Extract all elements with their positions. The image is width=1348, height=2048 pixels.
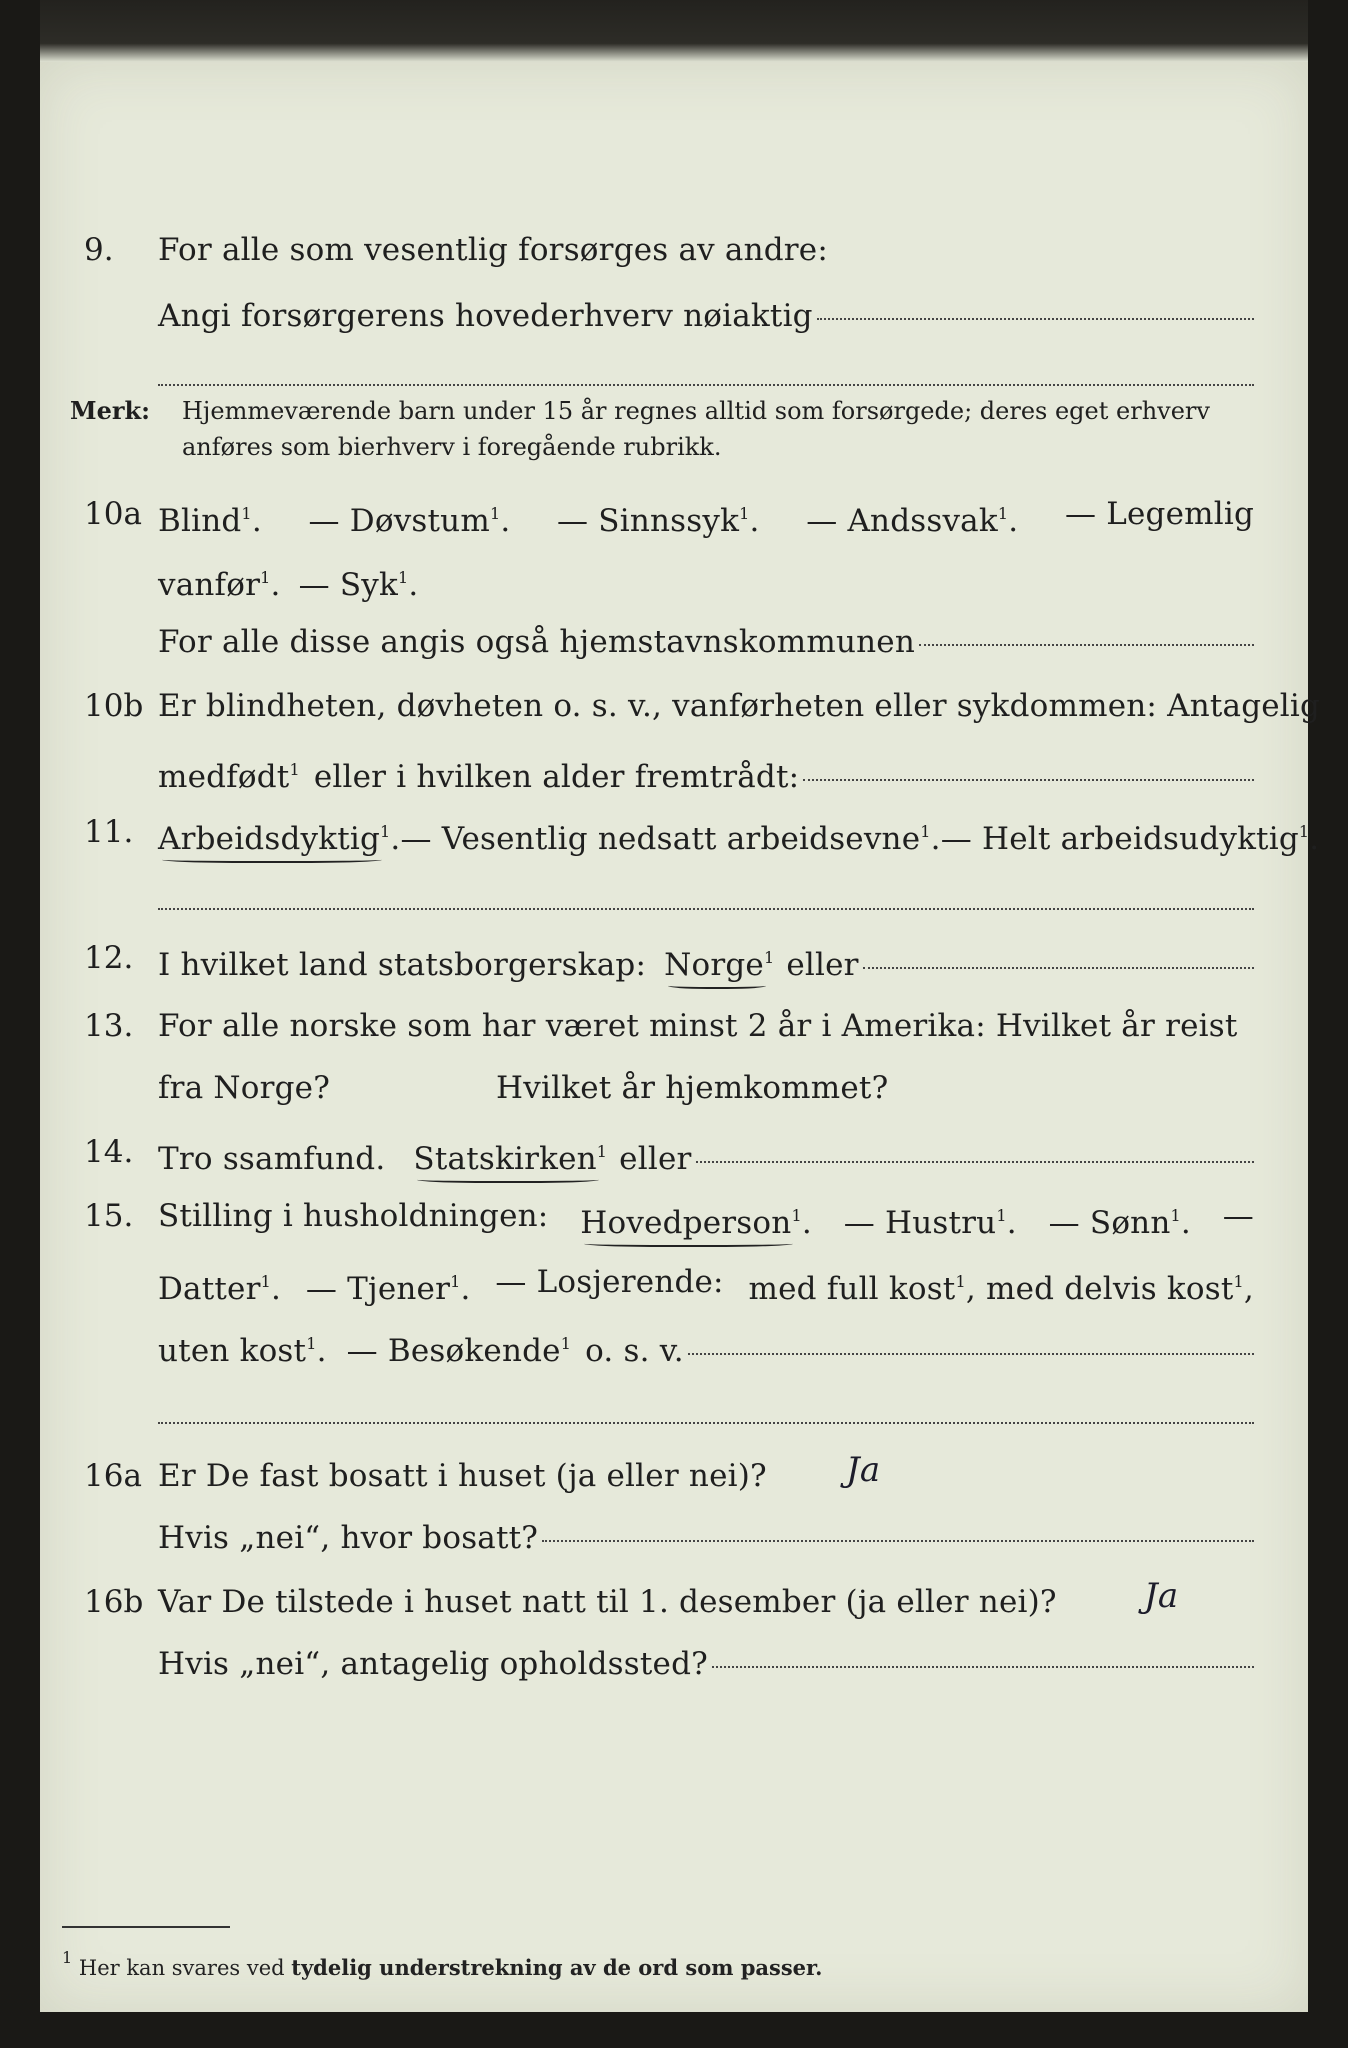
q15-osv: o. s. v. [585,1333,684,1369]
q9-answer-field[interactable] [817,318,1254,320]
option-vanfor[interactable]: vanfør$^1$. [158,567,281,603]
option-nedsatt[interactable]: — Vesentlig nedsatt arbeidsevne$^1$. [400,821,941,857]
merk-label: Merk: [70,396,150,425]
q10b-alder-label: eller i hvilken alder fremtrådt: [313,759,800,795]
q15-dash: — [1222,1198,1254,1234]
q9-instruction: Angi forsørgerens hovederhverv nøiaktig [158,298,813,334]
q9-question: For alle som vesentlig forsørges av andre: [158,232,828,268]
q14-eller: eller [619,1141,692,1177]
option-besokende[interactable]: — Besøkende$^1$ [346,1333,572,1369]
footnote-mark: 1 [62,1948,73,1967]
q15-losjerende: — Losjerende: [495,1264,724,1300]
scan-top-edge [40,0,1308,62]
option-datter[interactable]: Datter$^1$. [158,1271,282,1307]
q14-question: Tro ssamfund. [158,1141,386,1177]
option-norge[interactable]: Norge$^1$ [664,928,774,995]
q10a-line2 [40,548,1308,608]
q12-line1 [40,928,1308,988]
option-dovstum[interactable]: — Døvstum$^1$. [308,503,511,539]
option-full-kost[interactable]: med full kost$^1$, med delvis kost$^1$, [748,1271,1254,1307]
merk-text-1: Hjemmeværende barn under 15 år regnes alltid som forsørgede; deres eget erhverv [182,397,1210,425]
footnote-rule [62,1926,230,1928]
q12-question: I hvilket land statsborgerskap: [158,947,647,983]
q10b-number: 10b [84,688,144,724]
option-andssvak[interactable]: — Andssvak$^1$. [806,503,1019,539]
q16a-bosatt-label: Hvis „nei“, hvor bosatt? [158,1520,539,1556]
q13-line2 [40,1058,1308,1118]
footnote [62,1948,822,1980]
q13-number: 13. [84,1008,134,1044]
q11-extra-line[interactable] [158,908,1254,910]
option-syk[interactable]: — Syk$^1$. [298,567,419,603]
q10b-line1 [40,676,1321,736]
q9-number: 9. [84,232,114,268]
q15-number: 15. [84,1198,134,1234]
option-hovedperson[interactable]: Hovedperson$^1$. [580,1186,812,1253]
q15-line1 [40,1186,1308,1246]
option-blind[interactable]: Blind$^1$. [158,503,262,539]
q16a-question: Er De fast bosatt i huset (ja eller nei)? [158,1458,767,1494]
trossamfund-field[interactable] [696,1161,1254,1163]
opholdssted-field[interactable] [712,1666,1254,1668]
q10a-line3 [40,612,1308,672]
q10b-question: Er blindheten, døvheten o. s. v., vanførheten eller sykdommen: Antagelig [158,688,1321,724]
q13-reist-label: fra Norge? [158,1070,331,1106]
q12-eller: eller [786,947,859,983]
footnote-bold-text: tydelig understrekning av de ord som passer. [291,1955,823,1980]
q15-extra-line[interactable] [158,1422,1254,1424]
option-udyktig[interactable]: — Helt arbeidsudyktig$^1$. [940,821,1320,857]
q16b-line1 [40,1572,1308,1632]
option-legemlig[interactable]: — Legemlig [1064,496,1254,532]
option-medfodt[interactable]: medfødt$^1$ [158,759,300,795]
merk-note [70,394,1310,470]
q10a-line1 [40,484,1308,544]
q10a-hjemstavn-label: For alle disse angis også hjemstavnskommunen [158,624,915,660]
q13-question: For alle norske som har været minst 2 år i Amerika: Hvilket år reist [158,1008,1238,1044]
option-sinnssyk[interactable]: — Sinnssyk$^1$. [557,503,760,539]
q9-extra-line[interactable] [158,384,1254,386]
statsborgerskap-field[interactable] [863,967,1254,969]
footnote-text: Her kan svares ved [78,1956,285,1980]
q16b-number: 16b [84,1584,144,1620]
q15-line3 [40,1314,1308,1374]
q16a-number: 16a [84,1458,142,1494]
option-arbeidsdyktig[interactable]: Arbeidsdyktig$^1$. [158,802,400,869]
option-hustru[interactable]: — Hustru$^1$. [843,1205,1017,1241]
q13-hjemkommet-label: Hvilket år hjemkommet? [496,1070,889,1106]
q16a-line1 [40,1446,1308,1506]
hjemstavnskommune-field[interactable] [919,644,1254,646]
q13-line1 [40,996,1308,1056]
census-form-page [40,62,1321,2012]
q9-line1 [40,220,1308,280]
q10b-line2 [40,740,1308,800]
q15-line2 [40,1252,1308,1312]
q16a-handwritten-answer: Ja [846,1450,881,1490]
q14-number: 14. [84,1134,134,1170]
q16b-opholdssted-label: Hvis „nei“, antagelig opholdssted? [158,1646,708,1682]
q16b-question: Var De tilstede i huset natt til 1. desember (ja eller nei)? [158,1584,1057,1620]
option-tjener[interactable]: — Tjener$^1$. [305,1271,471,1307]
bosatt-field[interactable] [542,1540,1254,1542]
q12-number: 12. [84,940,134,976]
option-sonn[interactable]: — Sønn$^1$. [1048,1205,1191,1241]
q10b-alder-field[interactable] [803,779,1254,781]
option-statskirken[interactable]: Statskirken$^1$ [413,1122,607,1189]
q9-line2 [40,286,1308,346]
merk-text-2: anføres som bierhverv i foregående rubrikk. [182,433,722,461]
q10a-number: 10a [84,496,142,532]
q16b-handwritten-answer: Ja [1144,1576,1179,1616]
q16b-line2 [40,1634,1308,1694]
q11-line1 [40,802,1320,862]
q16a-line2 [40,1508,1308,1568]
q14-line1 [40,1122,1308,1182]
q15-other-field[interactable] [688,1353,1254,1355]
q15-question: Stilling i husholdningen: [158,1198,549,1234]
q11-number: 11. [84,814,134,850]
option-uten-kost[interactable]: uten kost$^1$. [158,1333,327,1369]
